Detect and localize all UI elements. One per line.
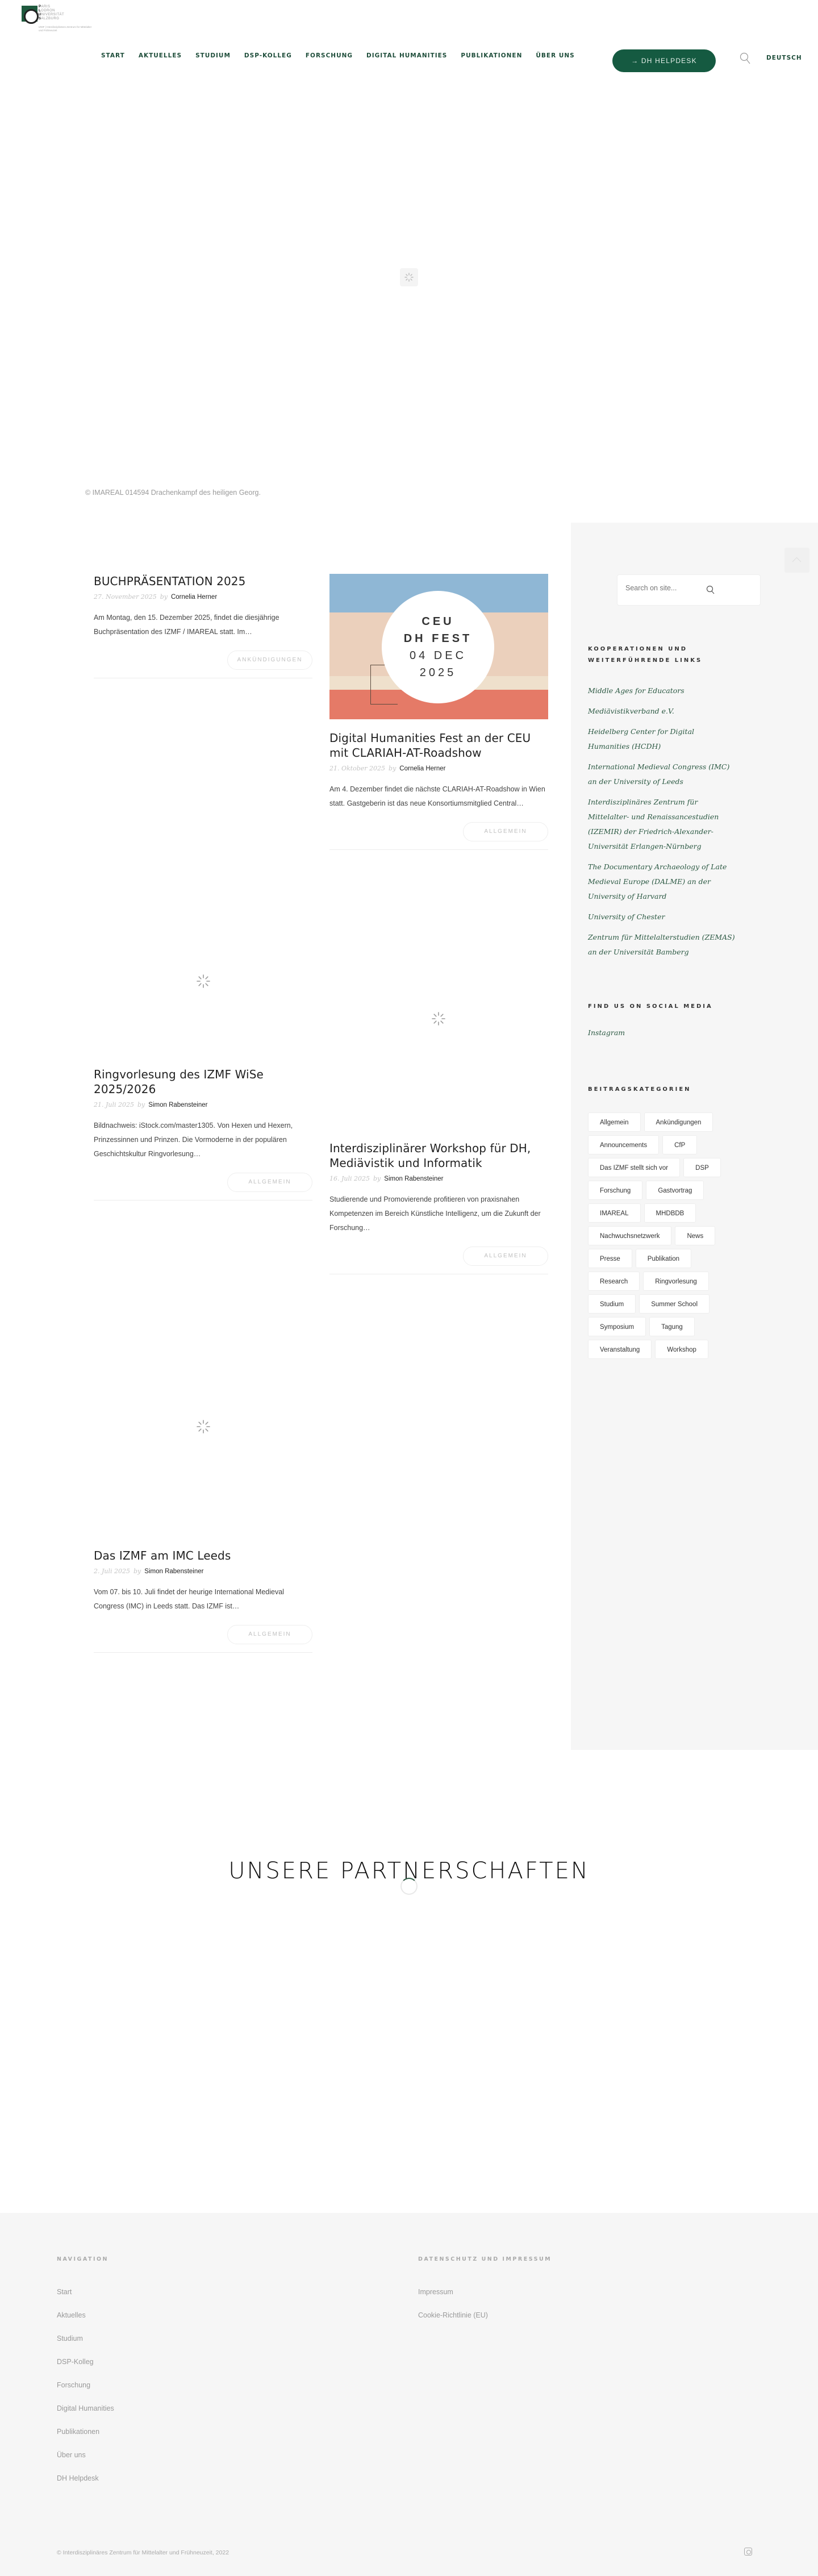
post-author[interactable]: Simon Rabensteiner — [148, 1102, 208, 1108]
post-card — [329, 574, 548, 850]
footer-heading-legal: DATENSCHUTZ UND IMPRESSUM — [418, 2256, 552, 2262]
site-header — [0, 0, 818, 85]
category-tag[interactable]: Research — [588, 1272, 640, 1291]
sidebar-search-input[interactable] — [625, 584, 699, 592]
post-meta: 21. Juli 2025 by Simon Rabensteiner — [94, 1101, 208, 1108]
sidebar-link[interactable]: Mediävistikverband e.V. — [588, 707, 674, 715]
post-meta: 27. November 2025 by Cornelia Herner — [94, 593, 218, 601]
post-meta: 16. Juli 2025 by Simon Rabensteiner — [329, 1175, 444, 1182]
site-footer — [0, 2213, 818, 2576]
sidebar-heading-social: FIND US ON SOCIAL MEDIA — [588, 1003, 713, 1010]
main-navigation — [101, 52, 589, 59]
sidebar-search — [617, 574, 761, 606]
instagram-link[interactable]: Instagram — [588, 1028, 625, 1037]
category-tag[interactable]: Workshop — [655, 1340, 708, 1359]
nav-item-studium[interactable]: STUDIUM — [195, 52, 231, 59]
nav-item-dsp-kolleg[interactable]: DSP-KOLLEG — [244, 52, 292, 59]
hero-image-caption: © IMAREAL 014594 Drachenkampf des heiligen Georg. — [85, 489, 261, 497]
search-icon[interactable] — [706, 585, 715, 595]
post-title[interactable]: Digital Humanities Fest an der CEU mit CLARIAH-AT-Roadshow — [329, 731, 531, 760]
post-title[interactable]: BUCHPRÄSENTATION 2025 — [94, 574, 246, 588]
post-featured-image[interactable] — [329, 574, 548, 719]
footer-link-aktuelles[interactable]: Aktuelles — [57, 2311, 86, 2319]
post-author[interactable]: Simon Rabensteiner — [384, 1176, 444, 1182]
category-tag[interactable]: CfP — [662, 1135, 697, 1154]
footer-link-dh-helpdesk[interactable]: DH Helpdesk — [57, 2474, 99, 2482]
category-tag[interactable]: DSP — [683, 1158, 721, 1177]
partners-section-title: UNSERE PARTNERSCHAFTEN — [228, 1858, 590, 1884]
post-excerpt: Am Montag, den 15. Dezember 2025, findet die diesjährige Buchpräsentation des IZMF / IMAREAL statt. Im… — [94, 614, 279, 636]
sidebar-link[interactable]: International Medieval Congress (IMC) an der University of Leeds — [588, 762, 730, 786]
language-switcher[interactable]: DEUTSCH — [766, 55, 802, 61]
image-loading-spinner-icon — [195, 1419, 211, 1435]
post-excerpt: Am 4. Dezember findet die nächste CLARIAH-AT-Roadshow in Wien statt. Gastgeberin ist das neue Konsortiumsmitglied Central… — [329, 785, 545, 807]
post-title[interactable]: Ringvorlesung des IZMF WiSe 2025/2026 — [94, 1068, 264, 1096]
image-loading-spinner-icon — [431, 1011, 446, 1027]
category-tag[interactable]: Ringvorlesung — [643, 1272, 709, 1291]
nav-item-publikationen[interactable]: PUBLIKATIONEN — [461, 52, 523, 59]
nav-item-forschung[interactable]: FORSCHUNG — [305, 52, 353, 59]
sidebar-heading-categories: BEITRAGSKATEGORIEN — [588, 1086, 691, 1093]
category-tag[interactable]: MHDBDB — [644, 1203, 696, 1223]
post-category-button[interactable]: ALLGEMEIN — [227, 1625, 312, 1644]
copyright-notice: © Interdisziplinäres Zentrum für Mittelalter und Frühneuzeit, 2022 — [57, 2549, 229, 2556]
loading-spinner-icon — [400, 268, 418, 286]
divider — [94, 1652, 312, 1653]
footer-link-cookie-policy[interactable]: Cookie-Richtlinie (EU) — [418, 2311, 488, 2319]
instagram-icon[interactable] — [744, 2548, 752, 2556]
sidebar-link[interactable]: Zentrum für Mittelalterstudien (ZEMAS) an der Universität Bamberg — [588, 933, 735, 956]
category-tag[interactable]: Studium — [588, 1294, 636, 1314]
footer-link-impressum[interactable]: Impressum — [418, 2288, 453, 2296]
post-card — [94, 574, 312, 678]
footer-link-start[interactable]: Start — [57, 2288, 72, 2296]
nav-item-start[interactable]: START — [101, 52, 125, 59]
dh-helpdesk-button[interactable]: → DH HELPDESK — [612, 49, 716, 72]
post-card — [329, 1141, 548, 1274]
event-badge: CEU DH FEST 04 DEC 2025 — [382, 591, 494, 703]
post-date: 21. Oktober 2025 — [329, 765, 386, 772]
category-tag[interactable]: Veranstaltung — [588, 1340, 652, 1359]
category-tag[interactable]: Forschung — [588, 1181, 642, 1200]
category-tag[interactable]: IMAREAL — [588, 1203, 641, 1223]
logo-emblem-icon — [22, 6, 37, 22]
post-date: 2. Juli 2025 — [94, 1568, 131, 1575]
post-excerpt: Studierende und Promovierende profitieren von praxisnahen Kompetenzen im Bereich Künstliche Intelligenz, um die Zukunft der Forschung… — [329, 1195, 541, 1232]
category-tag[interactable]: Symposium — [588, 1317, 646, 1336]
scroll-to-top-button[interactable] — [784, 548, 809, 573]
sidebar-link[interactable]: Middle Ages for Educators — [588, 686, 685, 695]
cooperation-links-list — [588, 683, 736, 965]
category-tag[interactable]: Ankündigungen — [644, 1112, 713, 1132]
post-author[interactable]: Simon Rabensteiner — [144, 1568, 204, 1575]
sidebar-link[interactable]: University of Chester — [588, 912, 665, 921]
category-tag[interactable]: Nachwuchsnetzwerk — [588, 1226, 671, 1245]
category-tag[interactable]: Summer School — [639, 1294, 710, 1314]
footer-link-publikationen[interactable]: Publikationen — [57, 2428, 100, 2436]
post-title[interactable]: Interdisziplinärer Workshop für DH, Mediävistik und Informatik — [329, 1141, 531, 1170]
post-card — [94, 1548, 312, 1653]
sidebar-heading-links: KOOPERATIONEN UND WEITERFÜHRENDE LINKS — [588, 646, 703, 664]
nav-item-digital-humanities[interactable]: DIGITAL HUMANITIES — [366, 52, 448, 59]
university-logo[interactable] — [22, 5, 95, 33]
sidebar-link[interactable]: Interdisziplinäres Zentrum für Mittelalter- und Renaissancestudien (IZEMIR) der Friedrich-Alexander-Universität Erlangen-Nürnberg — [588, 798, 719, 851]
logo-subtitle: IZMF | Interdisziplinäres Zentrum für Mittelalter und Frühneuzeit — [39, 26, 92, 32]
category-tag[interactable]: Publikation — [636, 1249, 691, 1268]
category-tag[interactable]: Presse — [588, 1249, 632, 1268]
footer-heading-navigation: NAVIGATION — [57, 2256, 108, 2262]
post-excerpt: Bildnachweis: iStock.com/master1305. Von Hexen und Hexern, Prinzessinnen und Prinzen. Die Vormoderne in der populären Geschichtskultur Ringvorlesung… — [94, 1122, 293, 1158]
footer-link-digital-humanities[interactable]: Digital Humanities — [57, 2404, 114, 2412]
footer-link-dsp-kolleg[interactable]: DSP-Kolleg — [57, 2358, 94, 2366]
sidebar-link[interactable]: The Documentary Archaeology of Late Medieval Europe (DALME) an der University of Harvard — [588, 862, 727, 901]
post-date: 21. Juli 2025 — [94, 1101, 135, 1108]
post-author[interactable]: Cornelia Herner — [170, 594, 218, 601]
category-tag-cloud — [588, 1112, 730, 1362]
footer-link-ueber-uns[interactable]: Über uns — [57, 2451, 86, 2459]
post-meta: 2. Juli 2025 by Simon Rabensteiner — [94, 1568, 204, 1575]
footer-link-studium[interactable]: Studium — [57, 2335, 83, 2342]
category-tag[interactable]: Allgemein — [588, 1112, 641, 1132]
category-tag[interactable]: Announcements — [588, 1135, 659, 1154]
category-tag[interactable]: Das IZMF stellt sich vor — [588, 1158, 680, 1177]
post-date: 27. November 2025 — [94, 593, 157, 601]
post-date: 16. Juli 2025 — [329, 1175, 370, 1182]
post-meta: 21. Oktober 2025 by Cornelia Herner — [329, 765, 446, 772]
loading-spinner-icon — [400, 1878, 418, 1895]
post-category-button[interactable]: ALLGEMEIN — [227, 1173, 312, 1192]
logo-wordmark: PARIS LODRON UNIVERSITÄT SALZBURG — [39, 5, 65, 20]
category-tag[interactable]: Gastvortrag — [646, 1181, 704, 1200]
post-category-button[interactable]: ALLGEMEIN — [463, 822, 548, 841]
nav-item-aktuelles[interactable]: AKTUELLES — [138, 52, 182, 59]
post-excerpt: Vom 07. bis 10. Juli findet der heurige International Medieval Congress (IMC) in Leeds statt. Das IZMF ist… — [94, 1588, 284, 1610]
divider — [329, 849, 548, 850]
hero-slider — [0, 85, 818, 523]
category-tag[interactable]: Tagung — [649, 1317, 695, 1336]
image-loading-spinner-icon — [195, 973, 211, 989]
post-category-button[interactable]: ALLGEMEIN — [463, 1247, 548, 1266]
category-tag[interactable]: News — [675, 1226, 715, 1245]
post-card — [94, 1067, 312, 1201]
search-icon[interactable] — [740, 52, 751, 65]
sidebar-link[interactable]: Heidelberg Center for Digital Humanities (HCDH) — [588, 727, 695, 751]
post-title[interactable]: Das IZMF am IMC Leeds — [94, 1549, 231, 1562]
post-category-button[interactable]: ANKÜNDIGUNGEN — [227, 651, 312, 670]
divider — [94, 1200, 312, 1201]
footer-link-forschung[interactable]: Forschung — [57, 2381, 91, 2389]
nav-item-ueber-uns[interactable]: ÜBER UNS — [536, 52, 575, 59]
post-author[interactable]: Cornelia Herner — [399, 765, 446, 772]
